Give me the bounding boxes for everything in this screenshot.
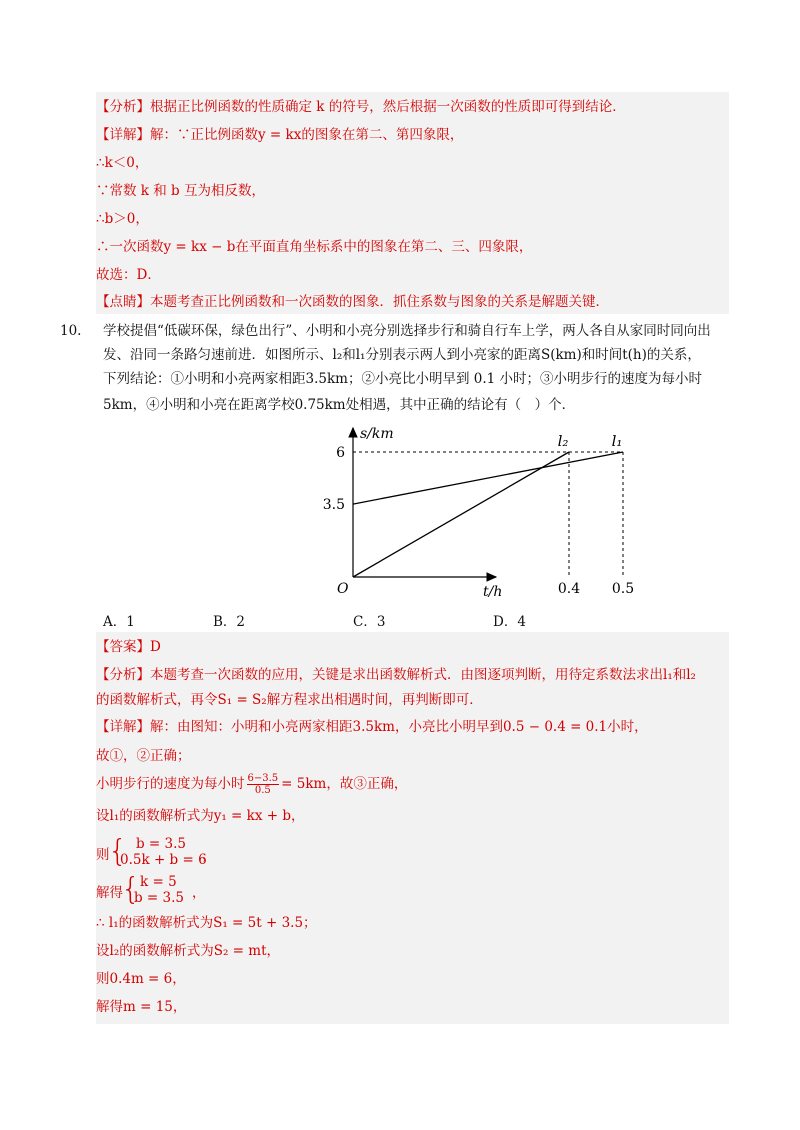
- step-line: 设l₂的函数解析式为S₂ = mt，: [96, 943, 281, 959]
- system-2-eq2: b = 3.5: [134, 890, 185, 906]
- series-label-2: l₂: [557, 432, 569, 450]
- series-line-2: [353, 452, 569, 577]
- fraction-denominator: 0.5: [254, 785, 271, 796]
- speed-line: [96, 773, 407, 796]
- y-axis-label: s/km: [360, 426, 394, 442]
- fraction-numerator: 6−3.5: [247, 773, 279, 784]
- step-line: 设l₁的函数解析式为y₁ = kx + b，: [96, 808, 305, 824]
- series-label-1: l₁: [611, 432, 623, 450]
- option-b[interactable]: B．2: [213, 614, 246, 630]
- x-tick-label: 0.5: [611, 581, 635, 597]
- detail-line: 【详解】解：由图知：小明和小亮两家相距3.5km，小亮比小明早到0.5 − 0.4 = 0.1小时，: [96, 719, 648, 735]
- step-line: ∴ l₁的函数解析式为S₁ = 5t + 3.5；: [96, 915, 317, 931]
- question-text-line: 下列结论：①小明和小亮两家相距3.5km；②小亮比小明早到 0.1 小时；③小明步行的速度为每小时: [103, 371, 703, 387]
- system-1-prefix: 则: [96, 847, 110, 863]
- step-line: 则0.4m = 6，: [96, 971, 186, 987]
- option-c[interactable]: C．3: [353, 614, 386, 630]
- system-1-suffix: ，: [202, 847, 216, 863]
- step-line: ∴b＞0，: [96, 211, 149, 227]
- question-text-line: 5km，④小明和小亮在距离学校0.75km处相遇，其中正确的结论有（ ）个．: [103, 397, 576, 413]
- system-1-eq2: 0.5k + b = 6: [120, 852, 207, 868]
- y-tick-label: 3.5: [322, 497, 345, 514]
- answer-line: 【答案】D: [96, 639, 161, 655]
- y-tick-label: 6: [336, 445, 345, 461]
- comment-line: 【点睛】本题考查正比例函数和一次函数的图象．抓住系数与图象的关系是解题关键．: [96, 294, 609, 310]
- detail-line: 【详解】解：∵正比例函数y = kx的图象在第二、第四象限，: [96, 127, 464, 143]
- step-line: ∴k＜0，: [96, 155, 149, 171]
- series-line-1: [353, 452, 623, 504]
- brace-icon: {: [121, 872, 141, 907]
- speed-result: = 5km，故③正确，: [281, 776, 408, 792]
- analysis-line: 【分析】本题考查一次函数的应用，关键是求出函数解析式．由图逐项判断，用待定系数法求出l₁和l₂: [96, 667, 696, 683]
- step-line: 解得m = 15，: [96, 999, 187, 1015]
- step-line: 故①，②正确；: [96, 748, 191, 764]
- question-number: 10.: [60, 323, 82, 339]
- step-line: ∵常数 k 和 b 互为相反数，: [96, 183, 265, 199]
- brace-icon: {: [108, 834, 128, 869]
- choice-line: 故选：D．: [96, 267, 161, 283]
- option-a[interactable]: A．1: [103, 614, 135, 630]
- question-text-line: 发、沿同一条路匀速前进．如图所示、l₂和l₁分别表示两人到小亮家的距离S(km)和时间t(h)的关系，: [103, 347, 701, 363]
- system-2-eq1: k = 5: [140, 874, 177, 890]
- option-d[interactable]: D．4: [493, 614, 526, 630]
- x-tick-label: 0.4: [557, 581, 581, 597]
- analysis-line: 【分析】根据正比例函数的性质确定 k 的符号，然后根据一次函数的性质即可得到结论．: [96, 99, 626, 115]
- system-2-suffix: ，: [192, 885, 206, 901]
- x-axis-label: t/h: [483, 584, 503, 600]
- system-2-prefix: 解得: [96, 885, 123, 901]
- origin-label: O: [337, 581, 349, 597]
- system-1-eq1: b = 3.5: [136, 836, 187, 852]
- analysis-line: 的函数解析式，再令S₁ = S₂解方程求出相遇时间，再判断即可．: [96, 692, 483, 708]
- speed-text: 小明步行的速度为每小时: [96, 776, 245, 792]
- step-line: ∴一次函数y = kx − b在平面直角坐标系中的图象在第二、三、四象限，: [96, 239, 533, 255]
- speed-fraction: [247, 773, 280, 796]
- question-text-line: 学校提倡“低碳环保，绿色出行”、小明和小亮分别选择步行和骑自行车上学，两人各自从家同时同向出: [103, 323, 711, 339]
